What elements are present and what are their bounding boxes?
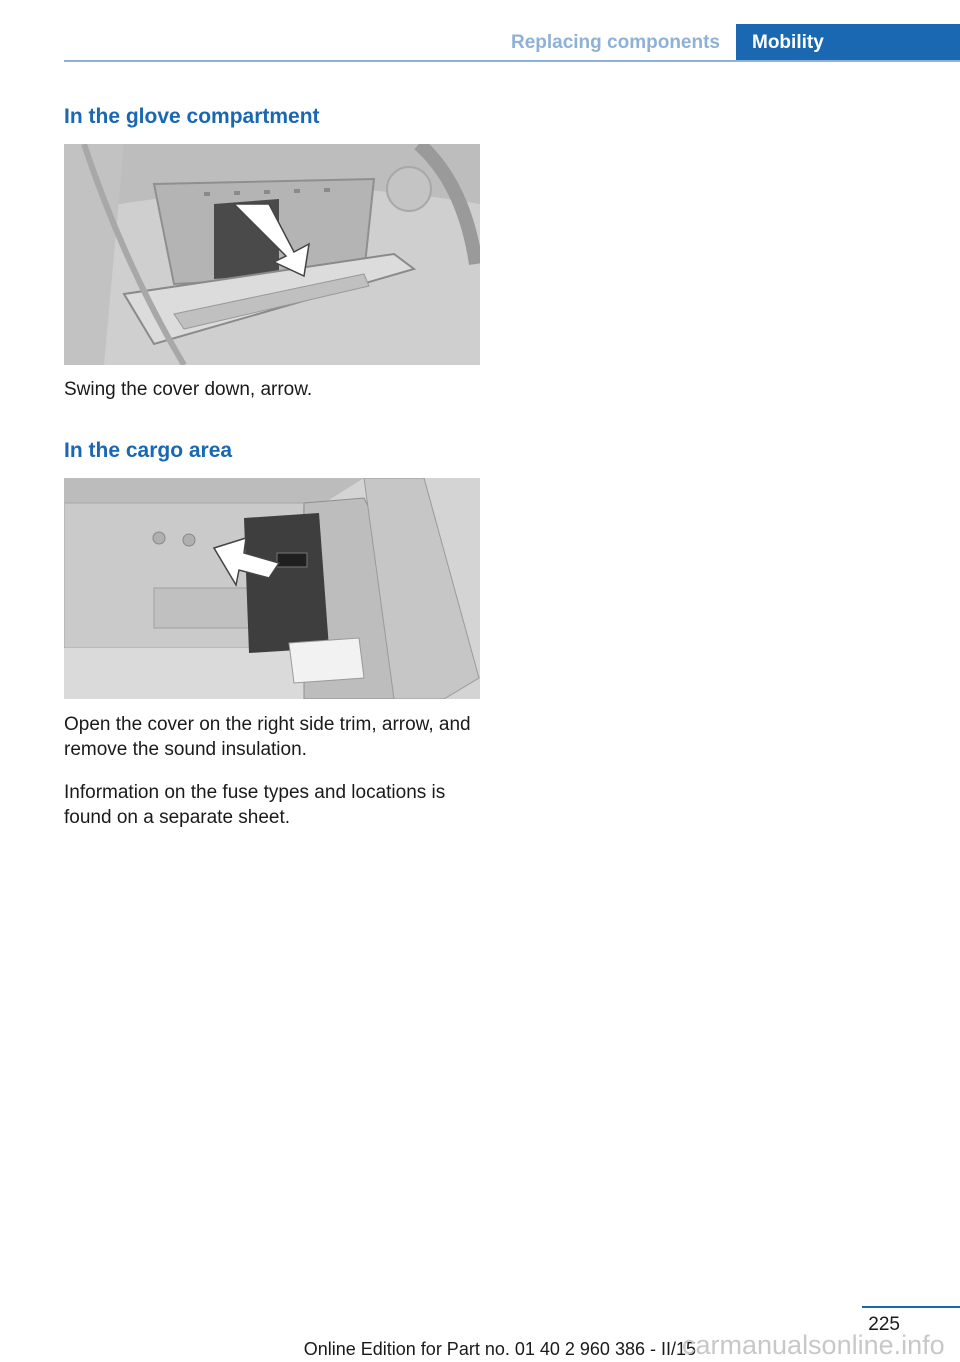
glove-compartment-illustration [64, 144, 480, 365]
header-section-title: Replacing components [510, 32, 720, 53]
page-number: 225 [868, 1314, 900, 1335]
header-divider [64, 60, 960, 62]
heading-cargo-area: In the cargo area [64, 439, 233, 462]
cargo-area-caption: Open the cover on the right side trim, arrow, and remove the sound insulation. [64, 714, 471, 760]
fuse-info-note: Information on the fuse types and locations is found on a separate sheet. [64, 782, 446, 828]
glove-compartment-caption: Swing the cover down, arrow. [64, 379, 313, 400]
edition-line: Online Edition for Part no. 01 40 2 960 386 - II/15 [303, 1339, 696, 1359]
watermark-text: carmanualsonline.info [682, 1330, 945, 1360]
footer-divider [862, 1306, 960, 1308]
header-chapter-tab: Mobility [736, 24, 960, 62]
heading-glove-compartment: In the glove compartment [64, 105, 320, 128]
cargo-area-illustration [64, 478, 480, 699]
